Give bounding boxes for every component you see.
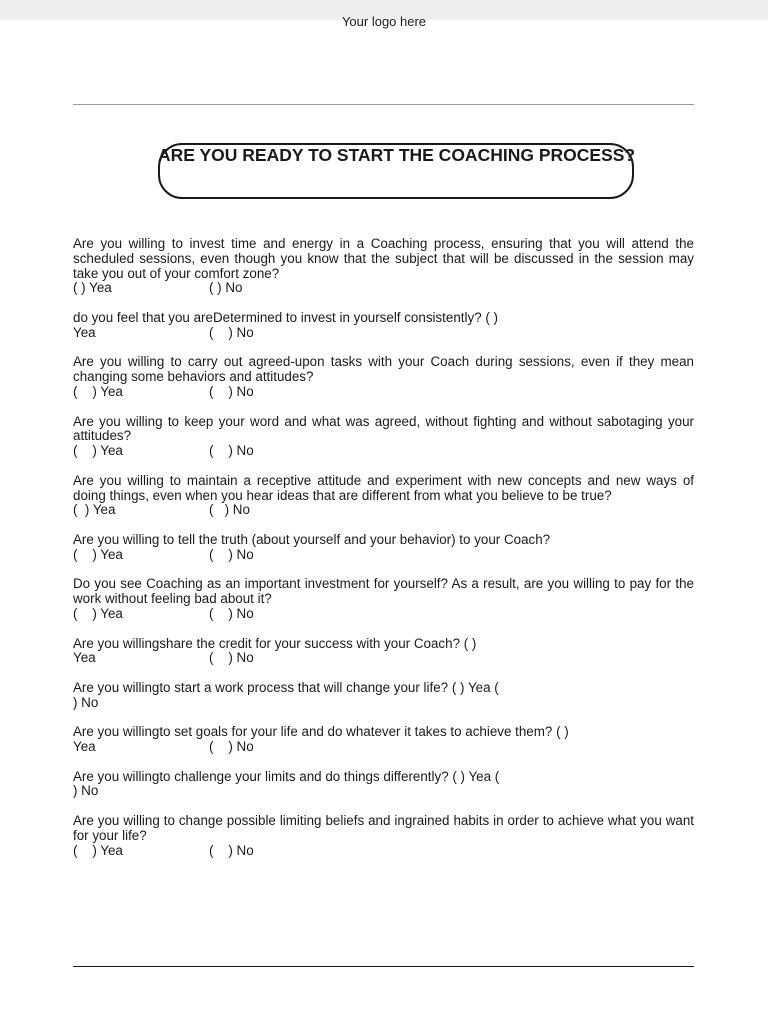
answer-options: [73, 385, 694, 400]
answer-yes-option[interactable]: Yea: [73, 324, 96, 340]
footer-divider: [73, 966, 694, 967]
question-item: [73, 577, 694, 621]
question-text: Do you see Coaching as an important investment for yourself? As a result, are you willing to pay for the work without feeling bad about it?: [73, 576, 694, 607]
answer-yes-option[interactable]: ( ) Yea: [73, 546, 123, 562]
question-text: Are you willing to keep your word and what was agreed, without fighting and without sabotaging your attitudes?: [73, 413, 694, 444]
answer-no-option[interactable]: ( ) No: [209, 739, 254, 755]
question-text: Are you willingto start a work process that will change your life? ( ) Yea ( ) No: [73, 679, 499, 710]
question-text: do you feel that you areDetermined to invest in yourself consistently? ( ): [73, 309, 498, 325]
question-item: [73, 637, 694, 667]
answer-no-option[interactable]: ( ) No: [209, 546, 254, 562]
answer-yes-option[interactable]: ( ) Yea: [73, 443, 123, 459]
question-item: [73, 415, 694, 459]
question-item: [73, 814, 694, 858]
page-title: ARE YOU READY TO START THE COACHING PROCESS?: [158, 145, 636, 165]
question-item: [73, 681, 694, 711]
answer-options: [73, 503, 694, 518]
question-text: Are you willingto challenge your limits and do things differently? ( ) Yea ( ) No: [73, 768, 500, 799]
question-item: [73, 311, 694, 341]
answer-no-option[interactable]: ( ) No: [209, 443, 254, 459]
answer-yes-option[interactable]: ( ) Yea: [73, 842, 123, 858]
answer-options: [73, 326, 694, 341]
answer-yes-option[interactable]: ( ) Yea: [73, 383, 123, 399]
question-item: [73, 355, 694, 399]
question-text: Are you willing to tell the truth (about yourself and your behavior) to your Coach?: [73, 531, 551, 547]
answer-no-option[interactable]: ( ) No: [209, 324, 254, 340]
answer-options: [73, 281, 694, 296]
question-item: [73, 474, 694, 518]
answer-options: [73, 444, 694, 459]
answer-yes-option[interactable]: ( ) Yea: [73, 502, 116, 518]
answer-yes-option[interactable]: Yea: [73, 739, 96, 755]
answer-options: [73, 844, 694, 859]
question-item: [73, 770, 694, 800]
answer-yes-option[interactable]: ( ) Yea: [73, 280, 112, 296]
answer-options: [73, 740, 694, 755]
answer-no-option[interactable]: ( ) No: [209, 650, 254, 666]
answer-no-option[interactable]: ( ) No: [209, 502, 250, 518]
answer-no-option[interactable]: ( ) No: [209, 842, 254, 858]
question-text: Are you willing to maintain a receptive attitude and experiment with new concepts and new ways of doing things, even when you hear ideas that are different from what you believe to be true?: [73, 472, 694, 503]
questionnaire: [73, 237, 694, 873]
question-text: Are you willingto set goals for your life and do whatever it takes to achieve them? ( ): [73, 724, 569, 740]
answer-no-option[interactable]: ( ) No: [209, 605, 254, 621]
question-text: Are you willing to invest time and energy in a Coaching process, ensuring that you will attend the scheduled sessions, even though you know that the subject that will be discussed in the session may take you out of your comfort zone?: [73, 236, 694, 281]
header-divider: [73, 104, 694, 105]
logo-placeholder: Your logo here: [341, 14, 427, 29]
question-text: Are you willing to carry out agreed-upon tasks with your Coach during sessions, even if they mean changing some behaviors and attitudes?: [73, 354, 694, 385]
question-item: [73, 237, 694, 296]
question-item: [73, 725, 694, 755]
question-text: Are you willing to change possible limiting beliefs and ingrained habits in order to achieve what you want for your life?: [73, 813, 694, 843]
answer-yes-option[interactable]: ( ) Yea: [73, 605, 123, 621]
answer-no-option[interactable]: ( ) No: [209, 280, 243, 296]
answer-options: [73, 607, 694, 622]
question-item: [73, 533, 694, 563]
question-text: Are you willingshare the credit for your success with your Coach? ( ): [73, 635, 477, 651]
answer-options: [73, 651, 694, 666]
answer-yes-option[interactable]: Yea: [73, 650, 96, 666]
answer-no-option[interactable]: ( ) No: [209, 383, 254, 399]
answer-options: [73, 548, 694, 563]
